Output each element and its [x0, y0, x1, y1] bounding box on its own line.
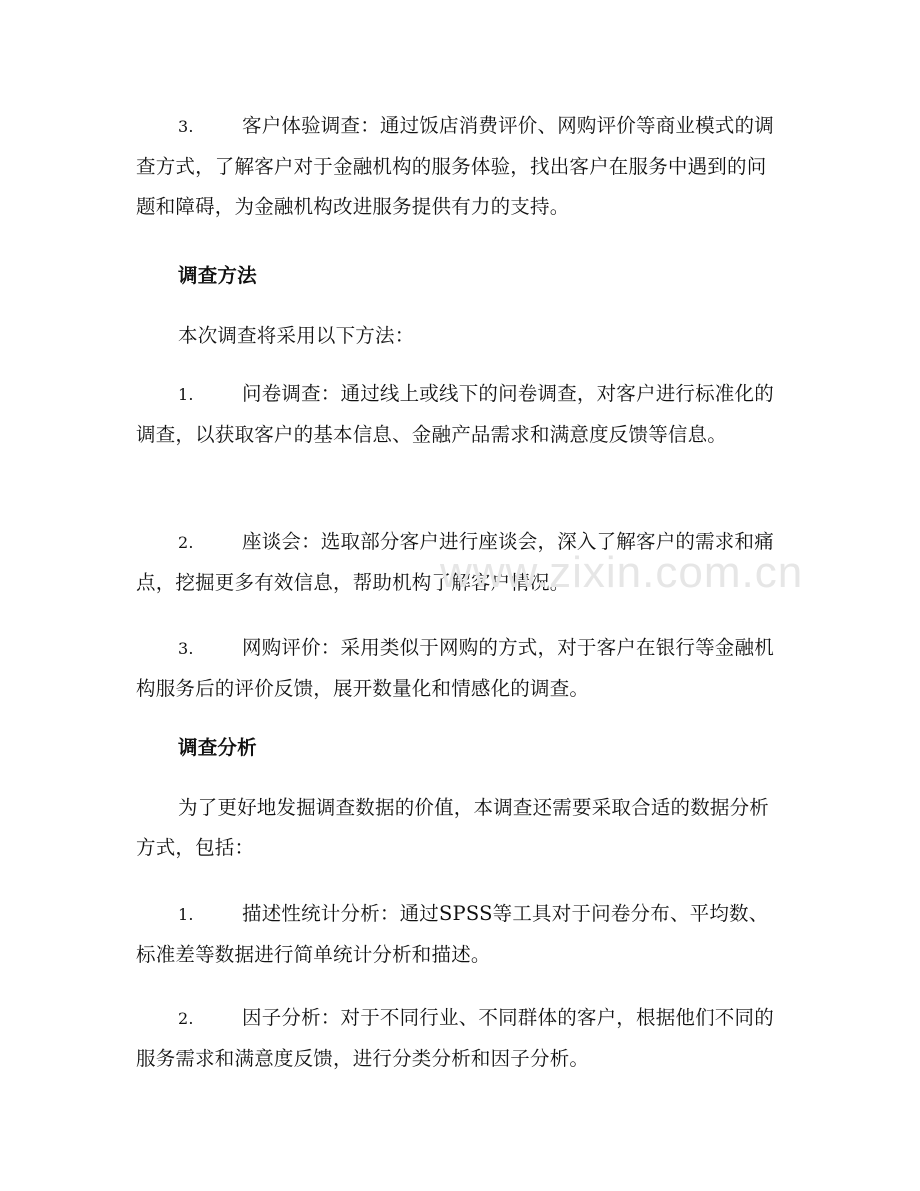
list-item-number: 1.	[178, 385, 194, 404]
list-item-text: 问卷调查：通过线上或线下的问卷调查，对客户进行标准化的调查，以获取客户的基本信息、金融产品需求和满意度反馈等信息。	[136, 382, 774, 446]
list-item	[136, 894, 776, 975]
list-item-number: 1.	[178, 905, 194, 924]
list-item-text: 因子分析：对于不同行业、不同群体的客户，根据他们不同的服务需求和满意度反馈，进行分类分析和因子分析。	[136, 1006, 774, 1070]
list-item-number: 3.	[178, 639, 194, 658]
list-item	[136, 374, 776, 455]
paragraph: 为了更好地发掘调查数据的价值，本调查还需要采取合适的数据分析方式，包括：	[136, 796, 770, 859]
list-item	[136, 628, 776, 709]
list-item	[136, 106, 776, 227]
section-heading: 调查分析	[178, 736, 257, 759]
paragraph: 本次调查将采用以下方法：	[178, 324, 415, 347]
list-item-number: 2.	[178, 533, 194, 552]
section-heading: 调查方法	[178, 264, 257, 287]
list-item	[136, 998, 776, 1079]
list-item-text: 描述性统计分析：通过SPSS等工具对于问卷分布、平均数、标准差等数据进行简单统计分析和描述。	[136, 902, 769, 966]
list-item-text: 座谈会：选取部分客户进行座谈会，深入了解客户的需求和痛点，挖掘更多有效信息，帮助机构了解客户情况。	[136, 530, 774, 594]
list-item	[136, 522, 776, 603]
list-item-number: 3.	[178, 117, 194, 136]
watermark-text: www.zixin.com.cn	[440, 548, 804, 597]
list-item-text: 客户体验调查：通过饭店消费评价、网购评价等商业模式的调查方式，了解客户对于金融机构的服务体验，找出客户在服务中遇到的问题和障碍，为金融机构改进服务提供有力的支持。	[136, 114, 774, 218]
list-item-number: 2.	[178, 1009, 194, 1028]
list-item-text: 网购评价：采用类似于网购的方式，对于客户在银行等金融机构服务后的评价反馈，展开数量化和情感化的调查。	[136, 636, 774, 700]
